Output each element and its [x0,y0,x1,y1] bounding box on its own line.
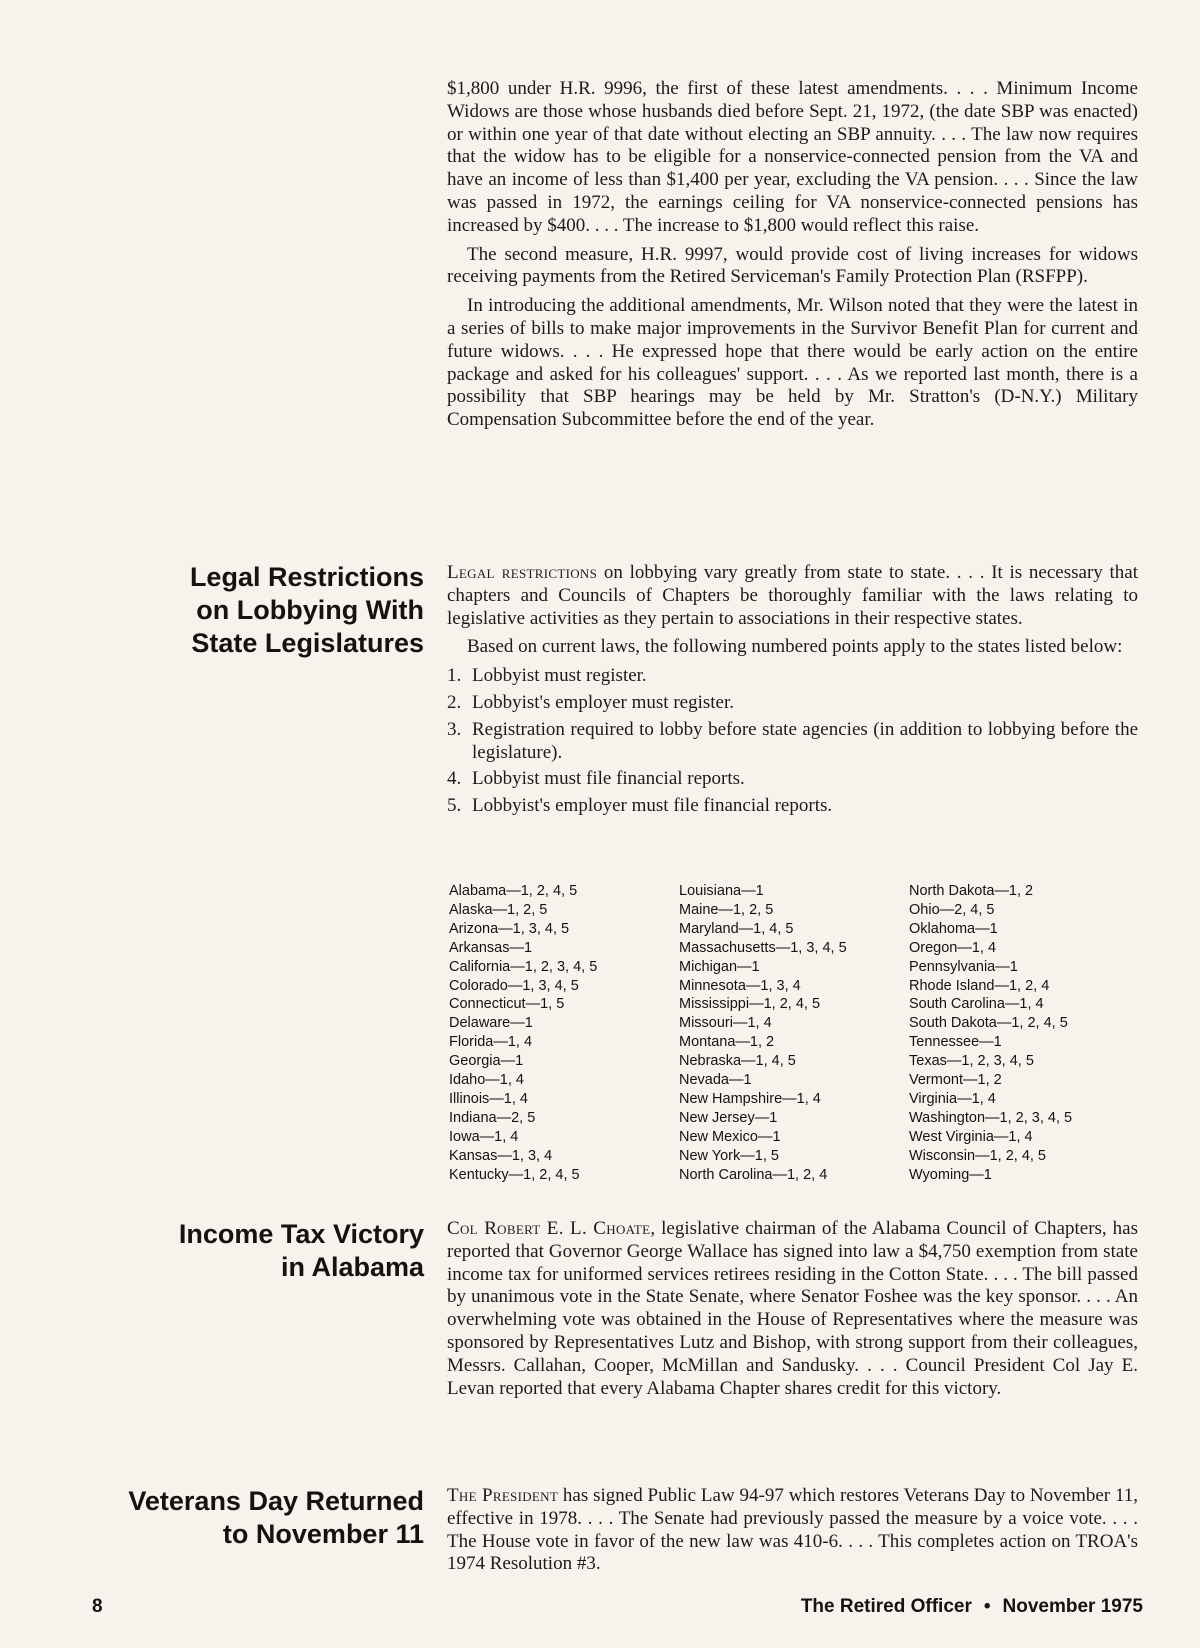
page-footer [0,1596,1200,1626]
state-entry: Rhode Island—1, 2, 4 [909,977,1050,994]
state-entry: Georgia—1 [449,1053,524,1070]
list-item: 5. Lobbyist's employer must file financial reports. [447,795,833,817]
list-item: 1. Lobbyist must register. [447,665,647,687]
state-entry: Oklahoma—1 [909,920,998,937]
state-entry: Alabama—1, 2, 4, 5 [449,883,578,899]
legal-restrictions-heading: Legal Restrictions on Lobbying With State Legislatures [189,562,424,658]
list-item: 3. Registration required to lobby before state agencies (in addition to lobbying before the legislature). [447,718,1138,763]
state-entry: South Carolina—1, 4 [909,996,1044,1013]
lead-small-caps: Col Robert E. L. Choate [447,1218,651,1239]
state-entry: Maine—1, 2, 5 [679,901,774,918]
state-entry: Virginia—1, 4 [909,1090,996,1107]
states-column [449,882,679,1185]
state-entry: New Jersey—1 [679,1109,778,1126]
state-entry: Kansas—1, 3, 4 [449,1147,553,1164]
state-entry: Ohio—2, 4, 5 [909,901,995,918]
veterans-day-article [447,1485,1138,1582]
state-entry: Louisiana—1 [679,883,764,899]
state-entry: Delaware—1 [449,1015,533,1032]
points-list [447,665,1138,818]
state-entry: New Hampshire—1, 4 [679,1090,821,1107]
state-entry: Illinois—1, 4 [449,1090,528,1107]
state-entry: Wisconsin—1, 2, 4, 5 [909,1147,1046,1164]
state-entry: Oregon—1, 4 [909,939,997,956]
veterans-day-paragraph: The President has signed Public Law 94-97 which restores Veterans Day to November 11, effective in 1978. . . . The Senate had previously passed the measure by a voice vote. . . . The House vote in favor of the new law was 410-6. . . . This completes action on TROA's 1974 Resolution #3. [447,1485,1139,1575]
state-entry: Mississippi—1, 2, 4, 5 [679,996,821,1013]
state-entry: Connecticut—1, 5 [449,996,565,1013]
state-entry: Maryland—1, 4, 5 [679,920,794,937]
intro-paragraph: The second measure, H.R. 9997, would provide cost of living increases for widows receiving payments from the Retired Serviceman's Family Protection Plan (RSFPP). [447,243,1138,288]
bullet-separator: • [983,1596,991,1617]
state-entry: Nevada—1 [679,1072,752,1089]
state-entry: Minnesota—1, 3, 4 [679,977,801,994]
list-item: 4. Lobbyist must file financial reports. [447,768,745,790]
state-entry: Washington—1, 2, 3, 4, 5 [909,1109,1073,1126]
state-entry: Arizona—1, 3, 4, 5 [449,920,570,937]
lead-small-caps: The President [447,1485,559,1506]
intro-paragraph: $1,800 under H.R. 9996, the first of these latest amendments. . . . Minimum Income Widows are those whose husbands died before Sept. 21, 1972, (the date SBP was enacted) or within one year of that date without electing an SBP annuity. . . . The law now requires that the widow has to be eligible for a nonservice-connected pension from the VA and have an income of less than $1,400 per year, excluding the VA pension. . . . Since the law was passed in 1972, the earnings ceiling for VA nonservice-connected pensions has increased by $400. . . . The increase to $1,800 would reflect this raise. [447,78,1138,236]
states-table [449,882,1139,1185]
state-entry: Michigan—1 [679,958,760,975]
publication-title: The Retired Officer [800,1596,972,1617]
state-entry: Missouri—1, 4 [679,1015,772,1032]
state-entry: Pennsylvania—1 [909,958,1018,975]
state-entry: North Dakota—1, 2 [909,883,1034,899]
income-tax-paragraph: Col Robert E. L. Choate, legislative chairman of the Alabama Council of Chapters, has reported that Governor George Wallace has signed into law a $4,750 exemption from state income tax for uniformed services retirees residing in the Cotton State. . . . The bill passed by unanimous vote in the State Senate, where Senator Foshee was the key sponsor. . . . An overwhelming vote was obtained in the House of Representatives where the measure was sponsored by Representatives Lutz and Bishop, with strong support from their colleagues, Messrs. Callahan, Cooper, McMillan and Sandusky. . . . Council President Col Jay E. Levan reported that every Alabama Chapter shares credit for this victory. [447,1218,1138,1399]
page-number: 8 [92,1596,103,1617]
issue-date: November 1975 [1002,1596,1143,1617]
legal-paragraph-1: Legal restrictions on lobbying vary greatly from state to state. . . . It is necessary that chapters and Councils of Chapters be thoroughly familiar with the laws relating to legislative activities as they pertain to associations in their respective states. [447,562,1138,629]
state-entry: New Mexico—1 [679,1128,781,1145]
state-entry: West Virginia—1, 4 [909,1128,1033,1145]
state-entry: Montana—1, 2 [679,1034,775,1051]
veterans-day-heading: Veterans Day Returned to November 11 [128,1486,424,1549]
intro-paragraph: In introducing the additional amendments, Mr. Wilson noted that they were the latest in a series of bills to make major improvements in the Survivor Benefit Plan for current and future widows. . . . He expressed hope that there would be early action on the entire package and asked for his colleagues' support. . . . As we reported last month, there is a possibility that SBP hearings may be held by Mr. Stratton's (D-N.Y.) Military Compensation Subcommittee before the end of the year. [447,295,1138,431]
publication-line [801,1596,1143,1618]
lead-small-caps: Legal restrictions [447,562,598,583]
legal-paragraph-2: Based on current laws, the following numbered points apply to the states listed below: [467,636,1123,658]
state-entry: Texas—1, 2, 3, 4, 5 [909,1053,1034,1070]
list-item: 2. Lobbyist's employer must register. [447,691,735,713]
state-entry: Arkansas—1 [449,939,533,956]
state-entry: Tennessee—1 [909,1034,1002,1051]
state-entry: Massachusetts—1, 3, 4, 5 [679,939,847,956]
legal-restrictions-article [447,562,1138,824]
state-entry: Kentucky—1, 2, 4, 5 [449,1166,580,1183]
income-tax-heading: Income Tax Victory in Alabama [178,1219,424,1282]
states-column [909,882,1139,1185]
state-entry: Nebraska—1, 4, 5 [679,1053,796,1070]
intro-article [447,78,1138,438]
state-entry: Vermont—1, 2 [909,1072,1002,1089]
states-column [679,882,909,1185]
state-entry: Alaska—1, 2, 5 [449,901,548,918]
state-entry: California—1, 2, 3, 4, 5 [449,958,598,975]
state-entry: Colorado—1, 3, 4, 5 [449,977,579,994]
income-tax-article [447,1218,1138,1406]
state-entry: South Dakota—1, 2, 4, 5 [909,1015,1068,1032]
state-entry: North Carolina—1, 2, 4 [679,1166,828,1183]
state-entry: Iowa—1, 4 [449,1128,519,1145]
state-entry: New York—1, 5 [679,1147,779,1164]
state-entry: Idaho—1, 4 [449,1072,524,1089]
state-entry: Wyoming—1 [909,1166,992,1183]
state-entry: Indiana—2, 5 [449,1109,536,1126]
state-entry: Florida—1, 4 [449,1034,533,1051]
